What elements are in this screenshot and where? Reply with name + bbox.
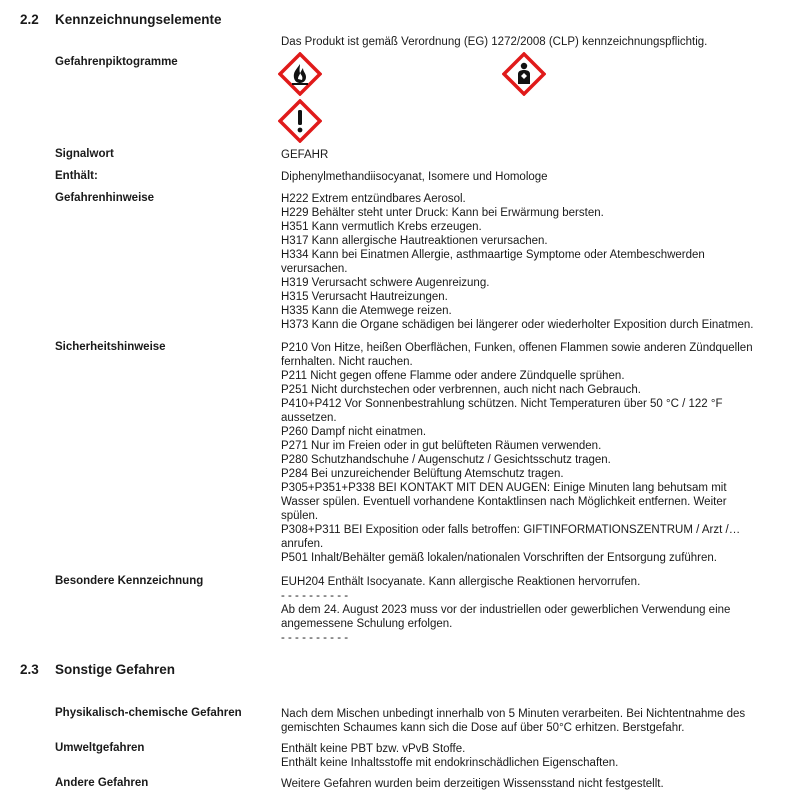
contains-label: Enthält: <box>55 170 98 182</box>
signal-value: GEFAHR <box>281 149 329 161</box>
health-hazard-pictogram-icon <box>502 52 546 96</box>
flame-pictogram-icon <box>278 52 322 96</box>
hazard-statements-label: Gefahrenhinweise <box>55 192 155 204</box>
section-title: Sonstige Gefahren <box>55 662 176 677</box>
safety-line: P284 Bei unzureichender Belüftung Atemschutz tragen. <box>281 468 564 480</box>
other-hazards-label: Andere Gefahren <box>55 777 149 789</box>
environmental-hazards-text <box>281 742 785 770</box>
contains-value: Diphenylmethandiisocyanat, Isomere und Homologe <box>281 171 548 183</box>
intro-text: Das Produkt ist gemäß Verordnung (EG) 1272/2008 (CLP) kennzeichnungspflichtig. <box>281 36 708 48</box>
exclamation-pictogram-icon <box>278 99 322 143</box>
safety-line: Wasser spülen. Eventuell vorhandene Kontaktlinsen nach Möglichkeit entfernen. Weiter <box>281 496 727 508</box>
hazard-line: H229 Behälter steht unter Druck: Kann bei Erwärmung bersten. <box>281 207 604 219</box>
safety-line: anrufen. <box>281 538 324 550</box>
special-line: EUH204 Enthält Isocyanate. Kann allergische Reaktionen hervorrufen. <box>281 576 641 588</box>
hazard-line: H373 Kann die Organe schädigen bei längerer oder wiederholter Exposition durch Einatmen. <box>281 319 754 331</box>
hazard-line: H319 Verursacht schwere Augenreizung. <box>281 277 490 289</box>
safety-line: spülen. <box>281 510 319 522</box>
safety-statements-list <box>281 341 785 565</box>
section-title: Kennzeichnungselemente <box>55 12 222 27</box>
special-labelling-list <box>281 575 785 645</box>
environmental-hazards-label: Umweltgefahren <box>55 742 145 754</box>
safety-line: P305+P351+P338 BEI KONTAKT MIT DEN AUGEN: Einige Minuten lang behutsam mit <box>281 482 727 494</box>
hazard-line: H222 Extrem entzündbares Aerosol. <box>281 193 466 205</box>
special-labelling-label: Besondere Kennzeichnung <box>55 575 204 587</box>
physical-hazards-text <box>281 707 785 735</box>
safety-line: aussetzen. <box>281 412 337 424</box>
hazard-line: H351 Kann vermutlich Krebs erzeugen. <box>281 221 482 233</box>
safety-line: P211 Nicht gegen offene Flamme oder andere Zündquelle sprühen. <box>281 370 625 382</box>
hazard-line: H317 Kann allergische Hautreaktionen verursachen. <box>281 235 548 247</box>
section-2-2-heading <box>20 12 222 27</box>
safety-line: P271 Nur im Freien oder in gut belüfteten Räumen verwenden. <box>281 440 602 452</box>
hazard-line: H335 Kann die Atemwege reizen. <box>281 305 452 317</box>
physical-hazards-label: Physikalisch-chemische Gefahren <box>55 707 242 719</box>
special-line: angemessene Schulung erfolgen. <box>281 618 453 630</box>
safety-line: P260 Dampf nicht einatmen. <box>281 426 427 438</box>
safety-line: fernhalten. Nicht rauchen. <box>281 356 413 368</box>
environmental-line: Enthält keine PBT bzw. vPvB Stoffe. <box>281 743 466 755</box>
safety-statements-label: Sicherheitshinweise <box>55 341 166 353</box>
hazard-line: verursachen. <box>281 263 348 275</box>
environmental-line: Enthält keine Inhaltsstoffe mit endokrinschädlichen Eigenschaften. <box>281 757 619 769</box>
hazard-line: H334 Kann bei Einatmen Allergie, asthmaartige Symptome oder Atembeschwerden <box>281 249 705 261</box>
safety-line: P308+P311 BEI Exposition oder falls betroffen: GIFTINFORMATIONSZENTRUM / Arzt /… <box>281 524 741 536</box>
section-2-3-heading <box>20 662 175 677</box>
safety-line: P501 Inhalt/Behälter gemäß lokalen/nationalen Vorschriften der Entsorgung zuführen. <box>281 552 718 564</box>
pictogram-label: Gefahrenpiktogramme <box>55 56 178 68</box>
physical-line: Nach dem Mischen unbedingt innerhalb von 5 Minuten verarbeiten. Bei Nichtentnahme des <box>281 708 746 720</box>
special-divider: - - - - - - - - - - <box>281 590 349 602</box>
safety-line: P210 Von Hitze, heißen Oberflächen, Funken, offenen Flammen sowie anderen Zündquellen <box>281 342 753 354</box>
hazard-line: H315 Verursacht Hautreizungen. <box>281 291 448 303</box>
section-number: 2.3 <box>20 662 39 677</box>
physical-line: gemischten Schaumes kann sich die Dose auf über 50°C erhitzen. Berstgefahr. <box>281 722 685 734</box>
safety-line: P251 Nicht durchstechen oder verbrennen, auch nicht nach Gebrauch. <box>281 384 641 396</box>
section-number: 2.2 <box>20 12 39 27</box>
special-line: Ab dem 24. August 2023 muss vor der industriellen oder gewerblichen Verwendung eine <box>281 604 731 616</box>
safety-line: P410+P412 Vor Sonnenbestrahlung schützen. Nicht Temperaturen über 50 °C / 122 °F <box>281 398 723 410</box>
other-hazards-text: Weitere Gefahren wurden beim derzeitigen Wissensstand nicht festgestellt. <box>281 778 664 790</box>
hazard-statements-list <box>281 192 785 332</box>
signal-label: Signalwort <box>55 148 114 160</box>
safety-line: P280 Schutzhandschuhe / Augenschutz / Gesichtsschutz tragen. <box>281 454 611 466</box>
special-divider: - - - - - - - - - - <box>281 632 349 644</box>
